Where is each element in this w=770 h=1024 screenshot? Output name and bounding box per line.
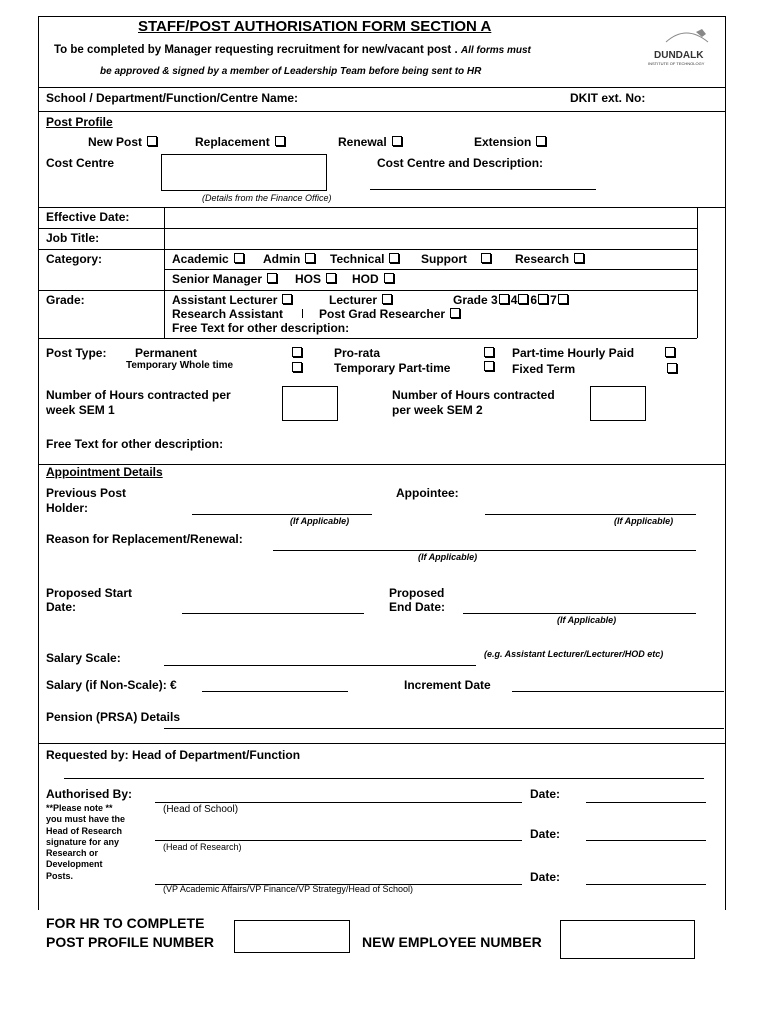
post-profile-number-input[interactable] <box>234 920 350 953</box>
logo-text: DUNDALK <box>654 50 704 61</box>
head-of-school-signature-line[interactable] <box>155 802 522 803</box>
extension-checkbox[interactable] <box>536 136 546 146</box>
option-new-post[interactable]: New Post <box>88 135 157 149</box>
head-of-school-caption: (Head of School) <box>163 804 239 815</box>
part-hourly-checkbox[interactable] <box>665 347 675 357</box>
end-date-line[interactable] <box>463 613 696 614</box>
free-text-other-label: Free Text for other description: <box>46 437 224 451</box>
hours-sem2-label-2: per week SEM 2 <box>392 403 483 417</box>
post-grad-checkbox[interactable] <box>450 308 460 318</box>
authorised-by-label: Authorised By: <box>46 787 133 801</box>
assistant-lecturer-checkbox[interactable] <box>282 294 292 304</box>
appointee-line[interactable] <box>485 514 696 515</box>
cat-hos[interactable]: HOS <box>295 272 336 286</box>
grade-4-checkbox[interactable] <box>518 294 528 304</box>
support-checkbox[interactable] <box>481 253 491 263</box>
note-line-6: Development <box>46 859 103 870</box>
post-profile-heading: Post Profile <box>46 115 113 129</box>
note-line-5: Research or <box>46 848 99 859</box>
new-employee-number-input[interactable] <box>560 920 695 959</box>
cat-technical[interactable]: Technical <box>330 252 399 266</box>
admin-checkbox[interactable] <box>305 253 315 263</box>
grade-post-grad[interactable]: Post Grad Researcher <box>319 307 460 321</box>
lecturer-checkbox[interactable] <box>382 294 392 304</box>
prev-holder-label-1: Previous Post <box>46 486 127 500</box>
research-checkbox[interactable] <box>574 253 584 263</box>
post-type-fixed-term: Fixed Term <box>512 362 576 376</box>
post-type-temp-whole: Temporary Whole time <box>126 360 234 371</box>
reason-label: Reason for Replacement/Renewal: <box>46 532 243 546</box>
grade-6-checkbox[interactable] <box>538 294 548 304</box>
salary-non-scale-line[interactable] <box>202 691 348 692</box>
job-title-label: Job Title: <box>46 231 100 245</box>
hours-sem2-input[interactable] <box>590 386 646 421</box>
cost-centre-desc-line[interactable] <box>370 189 596 190</box>
option-replacement[interactable]: Replacement <box>195 135 285 149</box>
cat-senior-manager[interactable]: Senior Manager <box>172 272 277 286</box>
salary-non-scale-label: Salary (if Non-Scale): € <box>46 678 177 692</box>
fixed-term-checkbox[interactable] <box>667 363 677 373</box>
grade-3-checkbox[interactable] <box>499 294 509 304</box>
increment-date-label: Increment Date <box>404 678 491 692</box>
date-line-2[interactable] <box>586 840 706 841</box>
end-date-label-2: End Date: <box>389 600 446 614</box>
hours-sem1-input[interactable] <box>282 386 338 421</box>
cat-research[interactable]: Research <box>515 252 584 266</box>
prev-holder-if-applicable: (If Applicable) <box>290 516 350 526</box>
salary-scale-label: Salary Scale: <box>46 651 121 665</box>
category-label: Category: <box>46 252 103 266</box>
cost-centre-input[interactable] <box>161 154 327 191</box>
permanent-checkbox[interactable] <box>292 347 302 357</box>
date-label-1: Date: <box>530 787 561 801</box>
option-renewal[interactable]: Renewal <box>338 135 402 149</box>
senior-manager-checkbox[interactable] <box>267 273 277 283</box>
hr-complete-label: FOR HR TO COMPLETE <box>46 915 205 931</box>
grade-free-text: Free Text for other description: <box>172 321 350 335</box>
grade-label: Grade: <box>46 293 85 307</box>
form-frame <box>38 16 726 910</box>
end-date-if-applicable: (If Applicable) <box>557 615 617 625</box>
start-date-label-2: Date: <box>46 600 77 614</box>
research-note <box>46 803 125 882</box>
start-date-line[interactable] <box>182 613 364 614</box>
grade-numbers[interactable]: Grade 3 4 6 7 <box>453 293 568 307</box>
grade-lecturer[interactable]: Lecturer <box>329 293 392 307</box>
cat-support[interactable]: Support <box>421 252 491 266</box>
instructions-line-2: be approved & signed by a member of Leadership Team before being sent to HR <box>100 66 482 77</box>
hours-sem1-label-1: Number of Hours contracted per <box>46 388 231 402</box>
effective-date-label: Effective Date: <box>46 210 130 224</box>
start-date-label-1: Proposed Start <box>46 586 133 600</box>
hours-sem2-label-1: Number of Hours contracted <box>392 388 555 402</box>
appointee-if-applicable: (If Applicable) <box>614 516 674 526</box>
post-type-temp-part: Temporary Part-time <box>334 361 451 375</box>
grade-7-checkbox[interactable] <box>558 294 568 304</box>
hod-checkbox[interactable] <box>384 273 394 283</box>
vp-caption: (VP Academic Affairs/VP Finance/VP Strategy/Head of School) <box>163 884 413 894</box>
appointment-heading: Appointment Details <box>46 465 163 479</box>
salary-scale-line[interactable] <box>164 665 476 666</box>
logo-subtext: INSTITUTE OF TECHNOLOGY <box>648 61 705 66</box>
academic-checkbox[interactable] <box>234 253 244 263</box>
note-line-2: you must have the <box>46 814 126 825</box>
dkit-ext-label: DKIT ext. No: <box>570 91 646 105</box>
instructions-regular: To be completed by Manager requesting recruitment for new/vacant post . <box>54 44 458 56</box>
increment-date-line[interactable] <box>512 691 724 692</box>
note-line-7: Posts. <box>46 870 74 881</box>
prev-holder-label-2: Holder: <box>46 501 88 515</box>
option-extension[interactable]: Extension <box>474 135 546 149</box>
instructions-italic: All forms must <box>460 45 531 56</box>
new-employee-number-label: NEW EMPLOYEE NUMBER <box>362 934 542 950</box>
salary-example: (e.g. Assistant Lecturer/Lecturer/HOD etc) <box>484 649 664 659</box>
form-title: STAFF/POST AUTHORISATION FORM SECTION A <box>138 18 492 35</box>
new-post-checkbox[interactable] <box>147 136 157 146</box>
replacement-checkbox[interactable] <box>275 136 285 146</box>
post-type-permanent: Permanent <box>135 346 198 360</box>
renewal-checkbox[interactable] <box>392 136 402 146</box>
grade-assistant-lecturer[interactable]: Assistant Lecturer <box>172 293 292 307</box>
date-line-3[interactable] <box>586 884 706 885</box>
temp-part-checkbox[interactable] <box>484 361 494 371</box>
cost-centre-label: Cost Centre <box>46 156 115 170</box>
note-line-4: signature for any <box>46 836 120 847</box>
date-label-3: Date: <box>530 870 561 884</box>
temp-whole-checkbox[interactable] <box>292 362 302 372</box>
pension-label: Pension (PRSA) Details <box>46 710 181 724</box>
date-line-1[interactable] <box>586 802 706 803</box>
cat-admin[interactable]: Admin <box>263 252 315 266</box>
technical-checkbox[interactable] <box>389 253 399 263</box>
cat-hod[interactable]: HOD <box>352 272 394 286</box>
end-date-label-1: Proposed <box>389 586 445 600</box>
requested-by-line[interactable] <box>64 778 704 779</box>
finance-office-note: (Details from the Finance Office) <box>202 193 332 203</box>
note-line-3: Head of Research <box>46 825 123 836</box>
school-label: School / Department/Function/Centre Name: <box>46 91 299 105</box>
requested-by-label: Requested by: Head of Department/Function <box>46 748 301 762</box>
appointee-label: Appointee: <box>396 486 459 500</box>
date-label-2: Date: <box>530 827 561 841</box>
head-of-research-caption: (Head of Research) <box>163 842 242 852</box>
post-type-label: Post Type: <box>46 346 107 360</box>
hos-checkbox[interactable] <box>326 273 336 283</box>
note-line-1: **Please note ** <box>46 803 113 813</box>
post-profile-number-label: POST PROFILE NUMBER <box>46 934 215 950</box>
pro-rata-checkbox[interactable] <box>484 347 494 357</box>
reason-if-applicable: (If Applicable) <box>418 552 478 562</box>
cost-centre-desc-label: Cost Centre and Description: <box>377 156 544 170</box>
head-of-research-signature-line[interactable] <box>155 840 522 841</box>
cat-academic[interactable]: Academic <box>172 252 244 266</box>
pension-line[interactable] <box>164 728 724 729</box>
hours-sem1-label-2: week SEM 1 <box>46 403 115 417</box>
prev-holder-line[interactable] <box>192 514 372 515</box>
grade-research-assistant[interactable]: Research Assistant <box>172 307 283 321</box>
reason-line[interactable] <box>273 550 696 551</box>
post-type-pro-rata: Pro-rata <box>334 346 381 360</box>
post-type-part-hourly: Part-time Hourly Paid <box>512 346 635 360</box>
